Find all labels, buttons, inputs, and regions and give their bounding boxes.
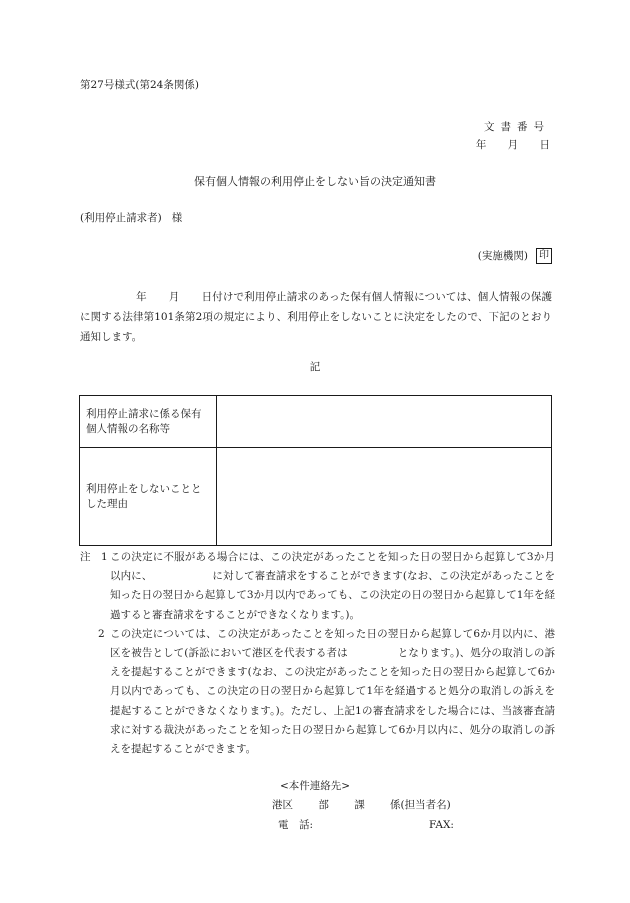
contact-heading: <本件連絡先> (279, 780, 351, 792)
decision-table (79, 395, 552, 546)
note-2-number: 2 (98, 627, 105, 640)
date-year-label: 年 (475, 139, 487, 151)
document-title: 保有個人情報の利用停止をしない旨の決定通知書 (194, 175, 436, 188)
date-day-label: 日 (539, 139, 550, 151)
table-row (80, 448, 552, 546)
table-row (80, 396, 552, 448)
organization-line (478, 248, 552, 264)
note-1-head (80, 548, 110, 625)
ki-heading: 記 (309, 361, 321, 373)
contact-tel-label: 電 話: (278, 819, 314, 831)
note-2-text (110, 625, 555, 759)
seal-mark: 印 (536, 248, 552, 264)
reason-label: 利用停止をしないこととした理由 (80, 448, 217, 546)
notes-prefix: 注 (80, 551, 91, 563)
note-1 (80, 548, 555, 625)
body-month: 月 (168, 291, 180, 303)
requester-honorific: 様 (171, 212, 183, 224)
contact-section: 課 (354, 799, 365, 811)
note-1-text (110, 548, 555, 625)
organization-label: (実施機関) (477, 249, 528, 262)
info-name-label: 利用停止請求に係る保有個人情報の名称等 (80, 396, 217, 448)
notice-body (80, 287, 552, 347)
form-number: 第27号様式(第24条関係) (80, 79, 199, 91)
note-1-text-b: に対して審査請求をすることができます(なお、この決定があったことを知った日の翌日から起算して3か月以内であっても、この決定の日の翌日から起算して1年を経過すると審査請求をすることができなくなります。)。 (110, 570, 555, 621)
note-2-text-a: この決定については、この決定があったことを知った日の翌日から起算して6か月以内に、港区を被告として(訴訟において港区を代表する者は (110, 627, 555, 660)
document-number-label: 文書番号 (484, 121, 550, 133)
contact-department: 部 (318, 799, 329, 811)
body-text: 日付けで利用停止請求のあった保有個人情報については、個人情報の保護に関する法律第101条第2項の規定により、利用停止をしないことに決定をしたので、下記のとおり通知します。 (80, 291, 553, 343)
body-year: 年 (136, 291, 147, 303)
contact-fax-label: FAX: (429, 819, 454, 831)
contact-unit: 係(担当者名) (390, 799, 451, 811)
requester-label: (利用停止請求者) (80, 212, 162, 224)
note-2 (80, 625, 555, 759)
reason-value (217, 448, 552, 546)
note-2-head (80, 625, 110, 759)
contact-ward: 港区 (272, 799, 293, 811)
date-month-label: 月 (507, 139, 519, 151)
info-name-value (217, 396, 552, 448)
date-row (458, 140, 550, 151)
note-1-text-a: この決定に不服がある場合には、この決定があったことを知った日の翌日から起算して3か月以内に、 (110, 551, 555, 583)
note-2-text-b: となります。)、処分の取消しの訴えを提起することができます(なお、この決定があったことを知った日の翌日から起算して6か月以内であっても、この決定の日の翌日から起算して1年を経過すると処分の取消しの訴えを提起することができなくなります。)。ただし、上記1の審査請求をした場合には、当該審査請求に対する裁決があったことを知った日の翌日から起算して6か月以内に、処分の取消しの訴えを提起することができます。 (110, 647, 555, 756)
requester-line (80, 213, 182, 224)
note-1-number: 1 (101, 551, 108, 563)
contact-department-row (272, 800, 473, 811)
notes-section (80, 548, 555, 759)
